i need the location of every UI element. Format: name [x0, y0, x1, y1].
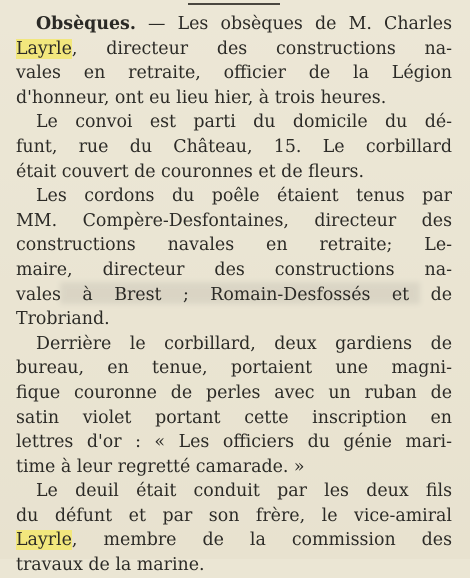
article-obseques: [16, 12, 452, 578]
article-line-23: travaux de la marine.: [16, 555, 205, 576]
article-line-2: Layrle, directeur des constructions na-: [16, 38, 452, 59]
article-title: Obsèques.: [36, 14, 136, 34]
article-line-5: Le convoi est parti du domicile du dé-: [36, 112, 452, 133]
article-line-16: fique couronne de perles avec un ruban de: [16, 382, 452, 403]
article-line-21: du défunt et par son frère, le vice-amiral: [16, 505, 452, 526]
article-line-17: satin violet portant cette inscription en: [16, 407, 452, 428]
article-line-18: lettres d'or : « Les officiers du génie mari-: [16, 432, 452, 453]
article-line-13: Trobriand.: [16, 309, 110, 330]
highlighted-name: Layrle: [16, 38, 72, 59]
highlighted-name: Layrle: [16, 530, 72, 551]
article-line-8: Les cordons du poêle étaient tenus par: [36, 186, 452, 207]
article-line-15: bureau, en tenue, portaient une magni-: [16, 358, 452, 379]
article-line-11: maire, directeur des constructions na-: [16, 259, 452, 280]
article-line-10: constructions navales en retraite; Le-: [16, 235, 452, 256]
article-line-19: time à leur regretté camarade. »: [16, 456, 305, 477]
article-line-22: Layrle, membre de la commission des: [16, 530, 452, 551]
article-line-7: était couvert de couronnes et de fleurs.: [16, 161, 364, 182]
article-line-1: Obsèques. — Les obsèques de M. Charles: [36, 14, 453, 34]
article-line-4: d'honneur, ont eu lieu hier, à trois heures.: [16, 87, 387, 108]
article-line-3: vales en retraite, officier de la Légion: [16, 63, 452, 84]
top-divider-rule: [188, 3, 280, 5]
article-line-12: vales à Brest ; Romain-Desfossés et de: [16, 284, 452, 305]
article-line-14: Derrière le corbillard, deux gardiens de: [36, 333, 452, 354]
article-line-6: funt, rue du Château, 15. Le corbillard: [16, 136, 452, 157]
article-line-9: MM. Compère-Desfontaines, directeur des: [16, 210, 452, 231]
article-line-20: Le deuil était conduit par les deux fils: [36, 481, 452, 502]
